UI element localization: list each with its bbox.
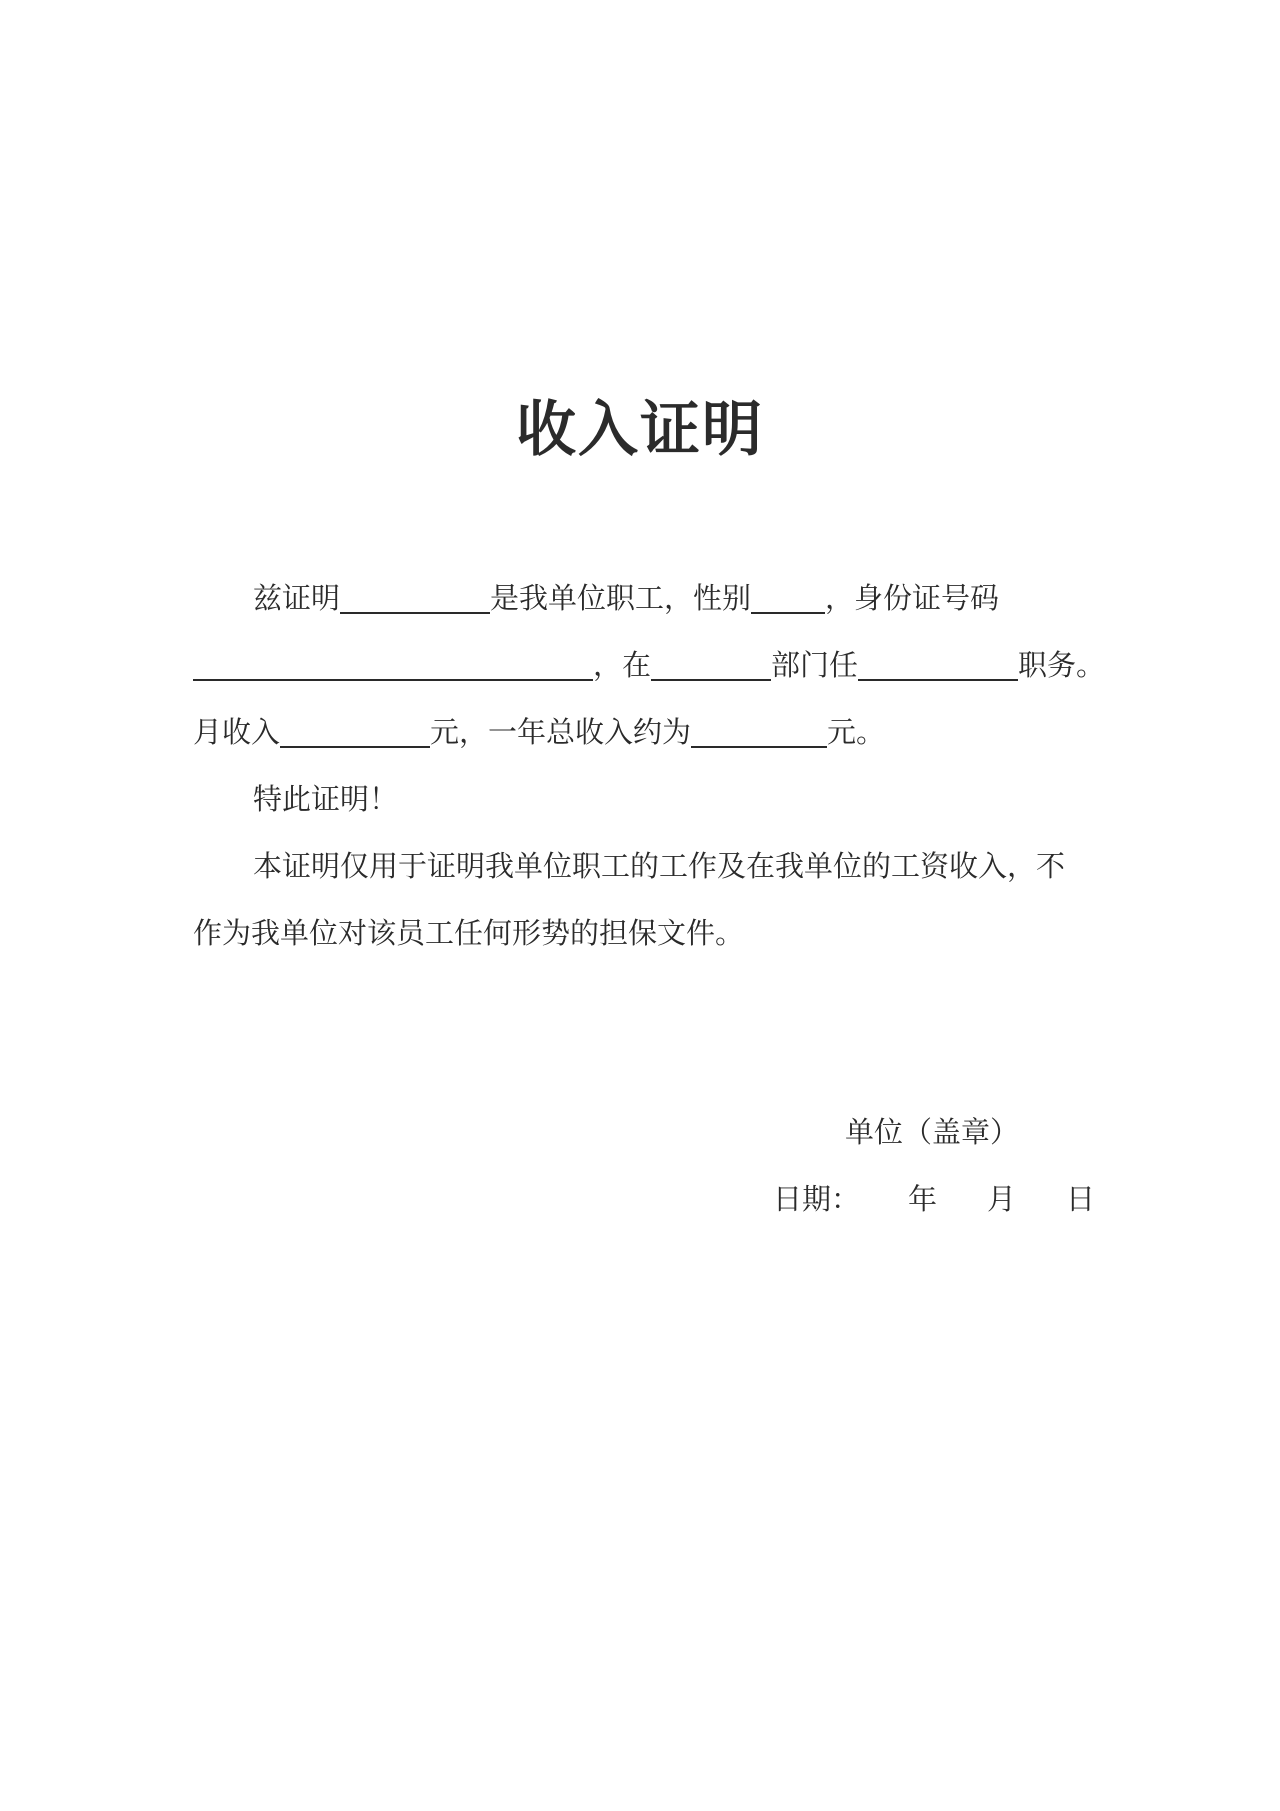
annual-income-blank	[691, 716, 827, 748]
text-position: 职务。	[1018, 648, 1106, 682]
paragraph-2: 特此证明！	[253, 782, 399, 816]
paragraph-1-line-2	[193, 632, 1106, 699]
department-blank	[651, 649, 771, 681]
text-department: 部门任	[771, 648, 859, 682]
gender-blank	[751, 582, 825, 614]
position-blank	[858, 649, 1018, 681]
date-day: 日	[1066, 1182, 1096, 1216]
paragraph-3-line-1: 本证明仅用于证明我单位职工的工作及在我单位的工资收入，不	[253, 849, 1066, 883]
paragraph-3-line-2: 作为我单位对该员工任何形势的担保文件。	[193, 916, 745, 950]
text-employee-gender: 是我单位职工，性别	[490, 581, 752, 615]
date-month: 月	[987, 1182, 1017, 1216]
paragraph-1-line-1	[193, 565, 1093, 632]
text-annual-income: 元，一年总收入约为	[430, 715, 692, 749]
text-prefix: 兹证明	[253, 581, 341, 615]
text-at: ，在	[593, 648, 652, 682]
id-number-blank	[193, 649, 593, 681]
text-monthly-income: 月收入	[193, 715, 281, 749]
signature-date	[773, 1177, 1095, 1218]
document-body	[193, 565, 1106, 967]
monthly-income-blank	[280, 716, 430, 748]
signature-unit: 单位（盖章）	[845, 1115, 1020, 1149]
paragraph-1-line-3	[193, 699, 1093, 766]
date-label: 日期：	[773, 1182, 861, 1216]
text-yuan: 元。	[827, 715, 886, 749]
text-id-number: ，身份证号码	[825, 581, 1000, 615]
name-blank	[340, 582, 490, 614]
document-title: 收入证明	[516, 395, 764, 465]
date-year: 年	[908, 1182, 938, 1216]
